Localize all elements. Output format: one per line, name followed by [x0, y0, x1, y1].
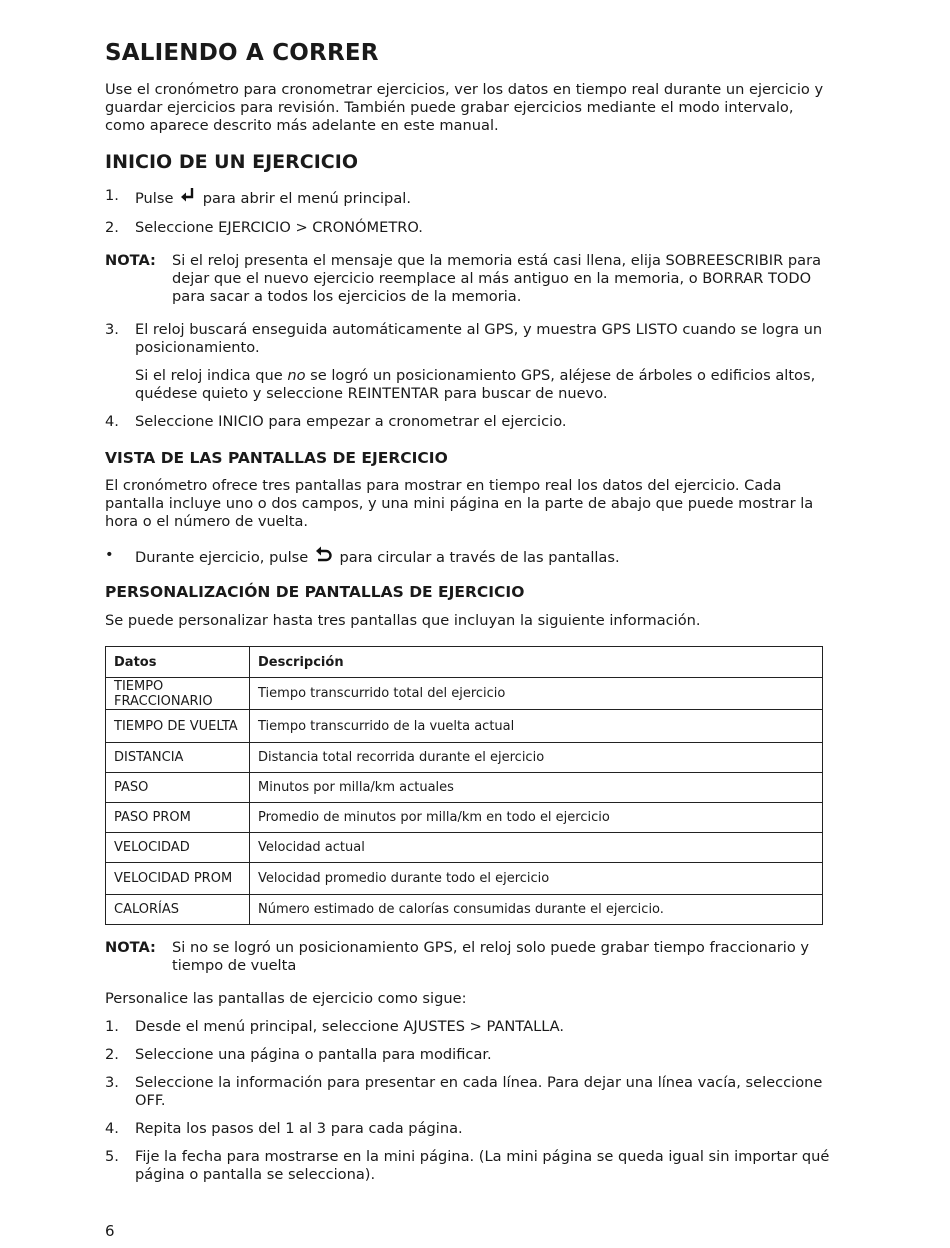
- table-cell: VELOCIDAD PROM: [106, 863, 250, 895]
- table-cell: Tiempo transcurrido total del ejercicio: [250, 678, 823, 710]
- table-cell: Número estimado de calorías consumidas durante el ejercicio.: [250, 895, 823, 925]
- step-number: 2.: [105, 219, 119, 236]
- table-row: [106, 678, 823, 710]
- data-table: [105, 646, 823, 925]
- table-cell: Distancia total recorrida durante el ejercicio: [250, 743, 823, 773]
- table-header-row: [106, 647, 823, 678]
- table-cell: Tiempo transcurrido de la vuelta actual: [250, 710, 823, 743]
- bullet-text: para circular a través de las pantallas.: [339, 549, 620, 566]
- note-label: NOTA:: [105, 252, 156, 269]
- step-text: Pulse: [135, 190, 174, 207]
- table-cell: CALORÍAS: [106, 895, 250, 925]
- step-number: 1.: [105, 187, 119, 204]
- table-cell: TIEMPO FRACCIONARIO: [106, 678, 250, 710]
- step-number: 4.: [105, 413, 119, 430]
- step-text: El reloj buscará enseguida automáticamente al GPS, y muestra GPS LISTO cuando se logra un posicionamiento.: [135, 321, 823, 356]
- step-text: Seleccione una página o pantalla para modificar.: [135, 1046, 492, 1063]
- vista-paragraph: El cronómetro ofrece tres pantallas para mostrar en tiempo real los datos del ejercicio. Cada pantalla incluye uno o dos campos, y una mini página en la parte de abajo que puede mostrar la hora o el número de vuelta.: [105, 477, 814, 530]
- step-text: Seleccione la información para presentar en cada línea. Para dejar una línea vacía, seleccione OFF.: [135, 1074, 823, 1109]
- table-cell: Promedio de minutos por milla/km en todo el ejercicio: [250, 803, 823, 833]
- table-row: [106, 833, 823, 863]
- table-row: [106, 863, 823, 895]
- step-sub-text: se logró un posicionamiento GPS, aléjese de árboles o edificios altos, quédese quieto y seleccione REINTENTAR para buscar de nuevo.: [135, 367, 816, 402]
- step-number: 3.: [105, 321, 119, 338]
- step-number: 3.: [105, 1074, 119, 1091]
- step-text: para abrir el menú principal.: [202, 190, 411, 207]
- note-label: NOTA:: [105, 939, 156, 956]
- section-heading-inicio: INICIO DE UN EJERCICIO: [105, 151, 358, 173]
- step-number: 2.: [105, 1046, 119, 1063]
- table-cell: Minutos por milla/km actuales: [250, 773, 823, 803]
- table-header-descripcion: Descripción: [250, 647, 823, 678]
- bullet-text: Durante ejercicio, pulse: [135, 549, 309, 566]
- emphasis-text: no: [287, 367, 306, 384]
- table-header-datos: Datos: [106, 647, 250, 678]
- table-row: [106, 710, 823, 743]
- page-title: SALIENDO A CORRER: [105, 40, 379, 66]
- section-heading-vista: VISTA DE LAS PANTALLAS DE EJERCICIO: [105, 449, 448, 467]
- step-number: 4.: [105, 1120, 119, 1137]
- table-cell: DISTANCIA: [106, 743, 250, 773]
- table-cell: Velocidad actual: [250, 833, 823, 863]
- page-number: 6: [105, 1222, 115, 1240]
- table-cell: Velocidad promedio durante todo el ejercicio: [250, 863, 823, 895]
- note-text: Si el reloj presenta el mensaje que la memoria está casi llena, elija SOBREESCRIBIR para dejar que el nuevo ejercicio reemplace al más antiguo en la memoria, o BORRAR TODO para sacar a todos los ejercicios de la memoria.: [172, 252, 822, 305]
- note-text: Si no se logró un posicionamiento GPS, el reloj solo puede grabar tiempo fraccionario y tiempo de vuelta: [172, 939, 810, 974]
- table-cell: PASO PROM: [106, 803, 250, 833]
- table-row: [106, 803, 823, 833]
- step-sub-text: Si el reloj indica que: [135, 367, 283, 384]
- table-cell: VELOCIDAD: [106, 833, 250, 863]
- table-row: [106, 895, 823, 925]
- step-text: Repita los pasos del 1 al 3 para cada página.: [135, 1120, 463, 1137]
- bullet-symbol: •: [105, 546, 114, 563]
- table-row: [106, 743, 823, 773]
- step-text: Fije la fecha para mostrarse en la mini página. (La mini página se queda igual sin importar qué página o pantalla se selecciona).: [135, 1148, 830, 1183]
- step-number: 1.: [105, 1018, 119, 1035]
- table-cell: TIEMPO DE VUELTA: [106, 710, 250, 743]
- step-text: Seleccione INICIO para empezar a cronometrar el ejercicio.: [135, 413, 567, 430]
- step-text: Seleccione EJERCICIO > CRONÓMETRO.: [135, 219, 423, 236]
- step-text: Desde el menú principal, seleccione AJUSTES > PANTALLA.: [135, 1018, 565, 1035]
- table-cell: PASO: [106, 773, 250, 803]
- table-row: [106, 773, 823, 803]
- enter-return-icon: [180, 187, 196, 205]
- back-arrow-icon: [315, 546, 333, 564]
- personalizacion-paragraph: Se puede personalizar hasta tres pantallas que incluyan la siguiente información.: [105, 612, 701, 629]
- step-number: 5.: [105, 1148, 119, 1165]
- section-heading-personalizacion: PERSONALIZACIÓN DE PANTALLAS DE EJERCICIO: [105, 583, 525, 601]
- customize-intro: Personalice las pantallas de ejercicio como sigue:: [105, 990, 467, 1007]
- intro-paragraph: Use el cronómetro para cronometrar ejercicios, ver los datos en tiempo real durante un ejercicio y guardar ejercicios para revisión. También puede grabar ejercicios mediante el modo intervalo, como aparece descrito más adelante en este manual.: [105, 81, 824, 134]
